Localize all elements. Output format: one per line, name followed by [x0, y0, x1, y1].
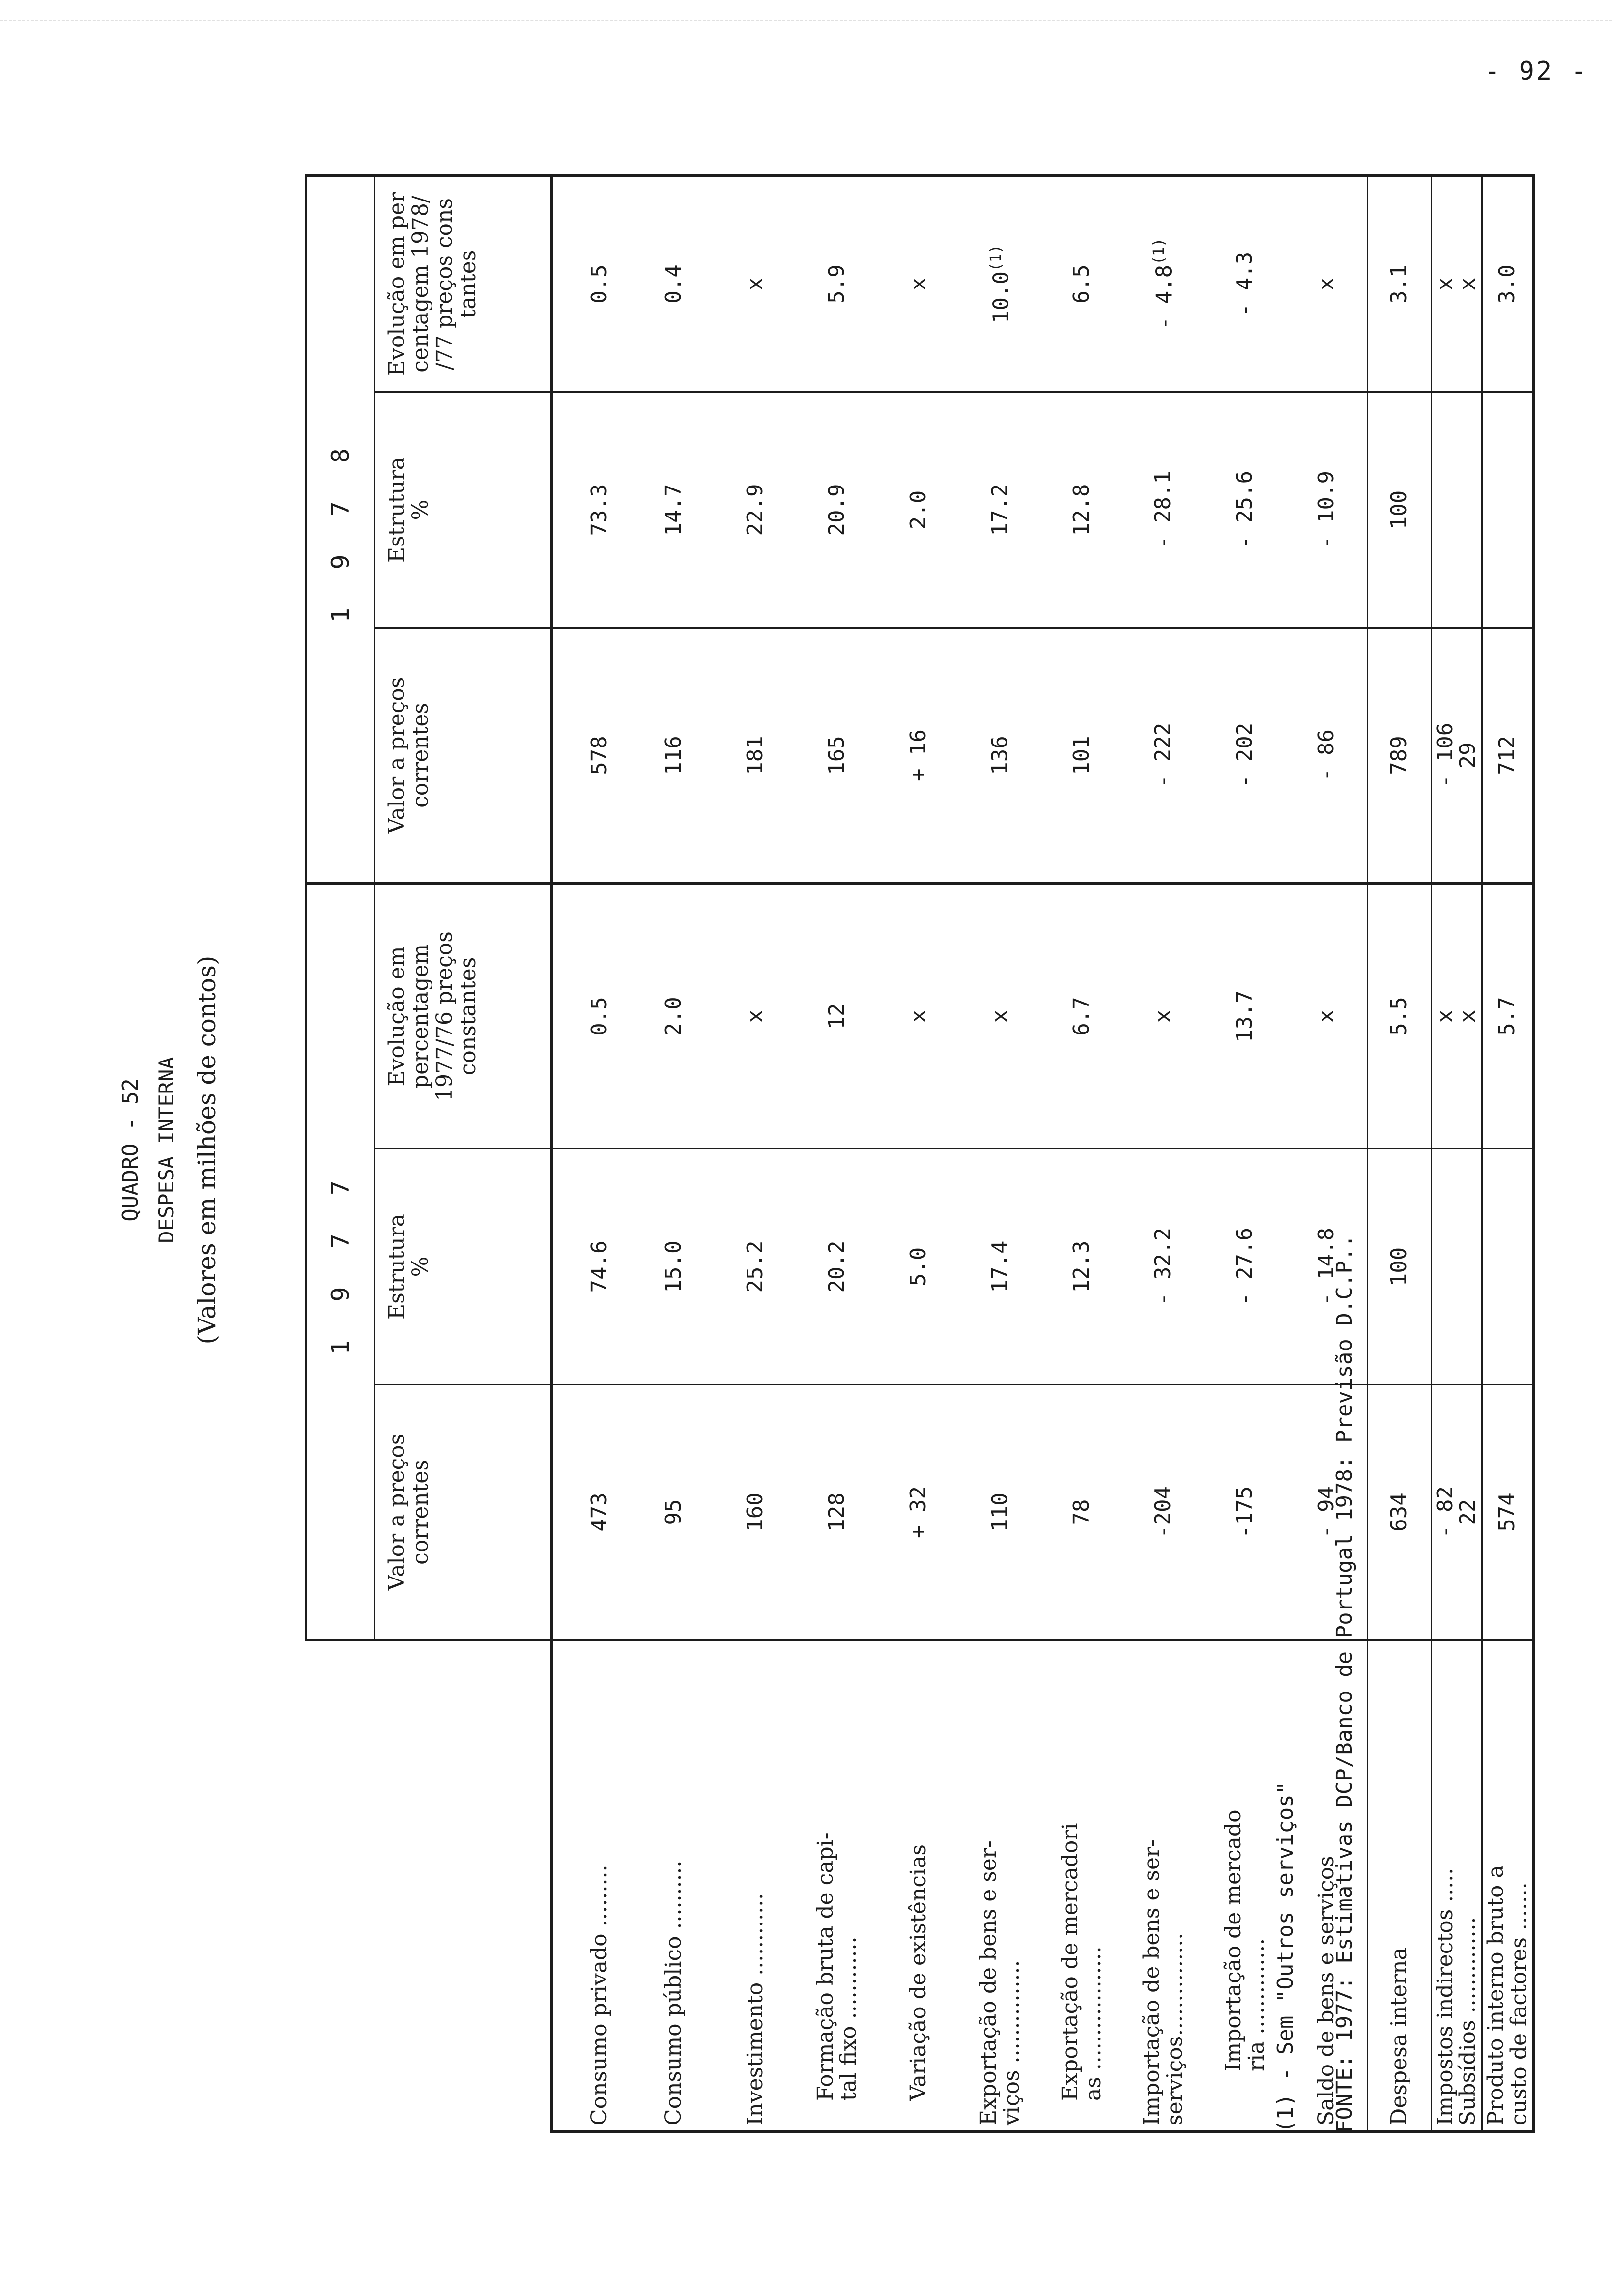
value-1978: - 222	[1123, 628, 1205, 883]
structure-1977: 25.2	[715, 1149, 797, 1385]
column-header-evolution-1978: Evolução em per centagem 1978/ /77 preços cons tantes	[375, 175, 552, 392]
value-1977: 160	[715, 1385, 797, 1640]
table-title: QUADRO - 52	[118, 1078, 143, 1222]
structure-1978: 17.2	[960, 392, 1041, 628]
evolution-1977: 2.0	[633, 883, 715, 1148]
structure-1978: 12.8	[1041, 392, 1123, 628]
structure-1978: - 25.6	[1205, 392, 1286, 628]
footnote: (1) - Sem "Outros serviços"	[1273, 1781, 1298, 2133]
value-1977: 128	[797, 1385, 878, 1640]
evolution-1978: x	[1286, 175, 1368, 392]
row-label: Consumo privado .........	[552, 1640, 633, 2132]
structure-1978: - 28.1	[1123, 392, 1205, 628]
evolution-1977: x x	[1432, 883, 1482, 1148]
value-1978: 789	[1368, 628, 1432, 883]
value-1977: -175	[1205, 1385, 1286, 1640]
row-label: Importação de bens e ser- serviços...............	[1123, 1640, 1205, 2132]
evolution-1978: 3.0	[1482, 175, 1533, 392]
table-row	[552, 175, 633, 2131]
taxes-row	[1432, 175, 1482, 2131]
evolution-1977: x	[715, 883, 797, 1148]
structure-1978	[1432, 392, 1482, 628]
row-label: Variação de existências	[878, 1640, 960, 2132]
evolution-1978: 6.5	[1041, 175, 1123, 392]
evolution-1977: x	[960, 883, 1041, 1148]
structure-1977: 5.0	[878, 1149, 960, 1385]
value-1978: - 106 29	[1432, 628, 1482, 883]
structure-1978	[1482, 392, 1533, 628]
footnote-mark: (1)	[987, 244, 1005, 272]
value-1977: 574	[1482, 1385, 1533, 1640]
table-row	[960, 175, 1041, 2131]
evolution-1978: x	[878, 175, 960, 392]
value-1977: 473	[552, 1385, 633, 1640]
scan-edge	[0, 0, 1612, 21]
evolution-1977: 13.7	[1205, 883, 1286, 1148]
structure-1978: 22.9	[715, 392, 797, 628]
row-label: Produto interno bruto a custo de factores .......	[1482, 1640, 1533, 2132]
row-label: Exportação de bens e ser- viços ...............	[960, 1640, 1041, 2132]
rotated-page-content	[118, 167, 1531, 2133]
value-1978: 165	[797, 628, 878, 883]
structure-1977: 12.3	[1041, 1149, 1123, 1385]
structure-1977: 74.6	[552, 1149, 633, 1385]
column-header-value-1978: Valor a preços correntes	[375, 628, 552, 883]
evolution-1978: x x	[1432, 175, 1482, 392]
row-label: Impostos indirectos ..... Subsídios ..............	[1432, 1640, 1482, 2132]
value-1977: 110	[960, 1385, 1041, 1640]
structure-1977: - 14.8	[1286, 1149, 1368, 1385]
row-label: Formação bruta de capi- tal fixo ............	[797, 1640, 878, 2132]
value-1977: -204	[1123, 1385, 1205, 1640]
structure-1977: - 27.6	[1205, 1149, 1286, 1385]
value-1978: 116	[633, 628, 715, 883]
evolution-1978	[1123, 175, 1205, 392]
evolution-1977: x	[1286, 883, 1368, 1148]
evolution-1977: 0.5	[552, 883, 633, 1148]
column-header-structure-1977: Estrutura %	[375, 1149, 552, 1385]
evolution-1977: 6.7	[1041, 883, 1123, 1148]
value-1978: + 16	[878, 628, 960, 883]
structure-1978: - 10.9	[1286, 392, 1368, 628]
table-row	[797, 175, 878, 2131]
evolution-1978: 3.1	[1368, 175, 1432, 392]
table-units: (Valores em milhões de contos)	[193, 955, 221, 1345]
table-row	[633, 175, 715, 2131]
column-header-value-1977: Valor a preços correntes	[375, 1385, 552, 1640]
structure-1977: - 32.2	[1123, 1149, 1205, 1385]
value-1977: 95	[633, 1385, 715, 1640]
column-header-structure-1978: Estrutura %	[375, 392, 552, 628]
structure-1978: 14.7	[633, 392, 715, 628]
structure-1978: 2.0	[878, 392, 960, 628]
row-label: Despesa interna	[1368, 1640, 1432, 2132]
evolution-1978: - 4.3	[1205, 175, 1286, 392]
table-row	[1123, 175, 1205, 2131]
row-label: Importação de mercado ria ..............	[1205, 1640, 1286, 2132]
table-row	[878, 175, 960, 2131]
structure-1977: 100	[1368, 1149, 1432, 1385]
value-1977: 78	[1041, 1385, 1123, 1640]
evolution-1977: 12	[797, 883, 878, 1148]
value-1978: 181	[715, 628, 797, 883]
evolution-1977: x	[1123, 883, 1205, 1148]
structure-1977: 15.0	[633, 1149, 715, 1385]
evolution-1977: 5.7	[1482, 883, 1533, 1148]
table-row	[715, 175, 797, 2131]
structure-1978: 100	[1368, 392, 1432, 628]
evolution-1978: 0.4	[633, 175, 715, 392]
value-1978: - 202	[1205, 628, 1286, 883]
evolution-1978: 0.5	[552, 175, 633, 392]
row-label: Exportação de mercadori as ..................	[1041, 1640, 1123, 2132]
row-label: Consumo público ..........	[633, 1640, 715, 2132]
structure-1977	[1432, 1149, 1482, 1385]
column-header-evolution-1977: Evolução em percentagem 1977/76 preços constantes	[375, 883, 552, 1148]
evolution-value: - 4.8	[1151, 264, 1177, 330]
value-1978: 712	[1482, 628, 1533, 883]
evolution-1977: 5.5	[1368, 883, 1432, 1148]
gdp-row	[1482, 175, 1533, 2131]
year-header-1977: 1 9 7 7	[306, 883, 375, 1640]
footnote-mark: (1)	[1150, 238, 1168, 265]
value-1978: 101	[1041, 628, 1123, 883]
structure-1978: 20.9	[797, 392, 878, 628]
structure-1977: 20.2	[797, 1149, 878, 1385]
row-label: Saldo de bens e serviços	[1286, 1640, 1368, 2132]
table-row	[1041, 175, 1123, 2131]
structure-1977	[1482, 1149, 1533, 1385]
total-row	[1368, 175, 1432, 2131]
value-1978: 578	[552, 628, 633, 883]
evolution-1978	[960, 175, 1041, 392]
structure-1977: 17.4	[960, 1149, 1041, 1385]
structure-1978: 73.3	[552, 392, 633, 628]
value-1978: 136	[960, 628, 1041, 883]
value-1977: 634	[1368, 1385, 1432, 1640]
value-1977: - 82 22	[1432, 1385, 1482, 1640]
evolution-1978: x	[715, 175, 797, 392]
row-label: Investimento ............	[715, 1640, 797, 2132]
value-1978: - 86	[1286, 628, 1368, 883]
corner-cell	[375, 1640, 552, 2132]
page-number: - 92 -	[1484, 57, 1588, 86]
evolution-value: 10.0	[988, 271, 1014, 324]
corner-cell	[306, 1640, 375, 2132]
evolution-1977: x	[878, 883, 960, 1148]
table-subtitle: DESPESA INTERNA	[154, 1057, 178, 1243]
value-1977: + 32	[878, 1385, 960, 1640]
value-1977: - 94	[1286, 1385, 1368, 1640]
source-note: FONTE: 1977: Estimativas DCP/Banco de Portugal 1978: Previsão D.C.P..	[1332, 1234, 1357, 2133]
year-header-1978: 1 9 7 8	[306, 175, 375, 883]
evolution-1978: 5.9	[797, 175, 878, 392]
